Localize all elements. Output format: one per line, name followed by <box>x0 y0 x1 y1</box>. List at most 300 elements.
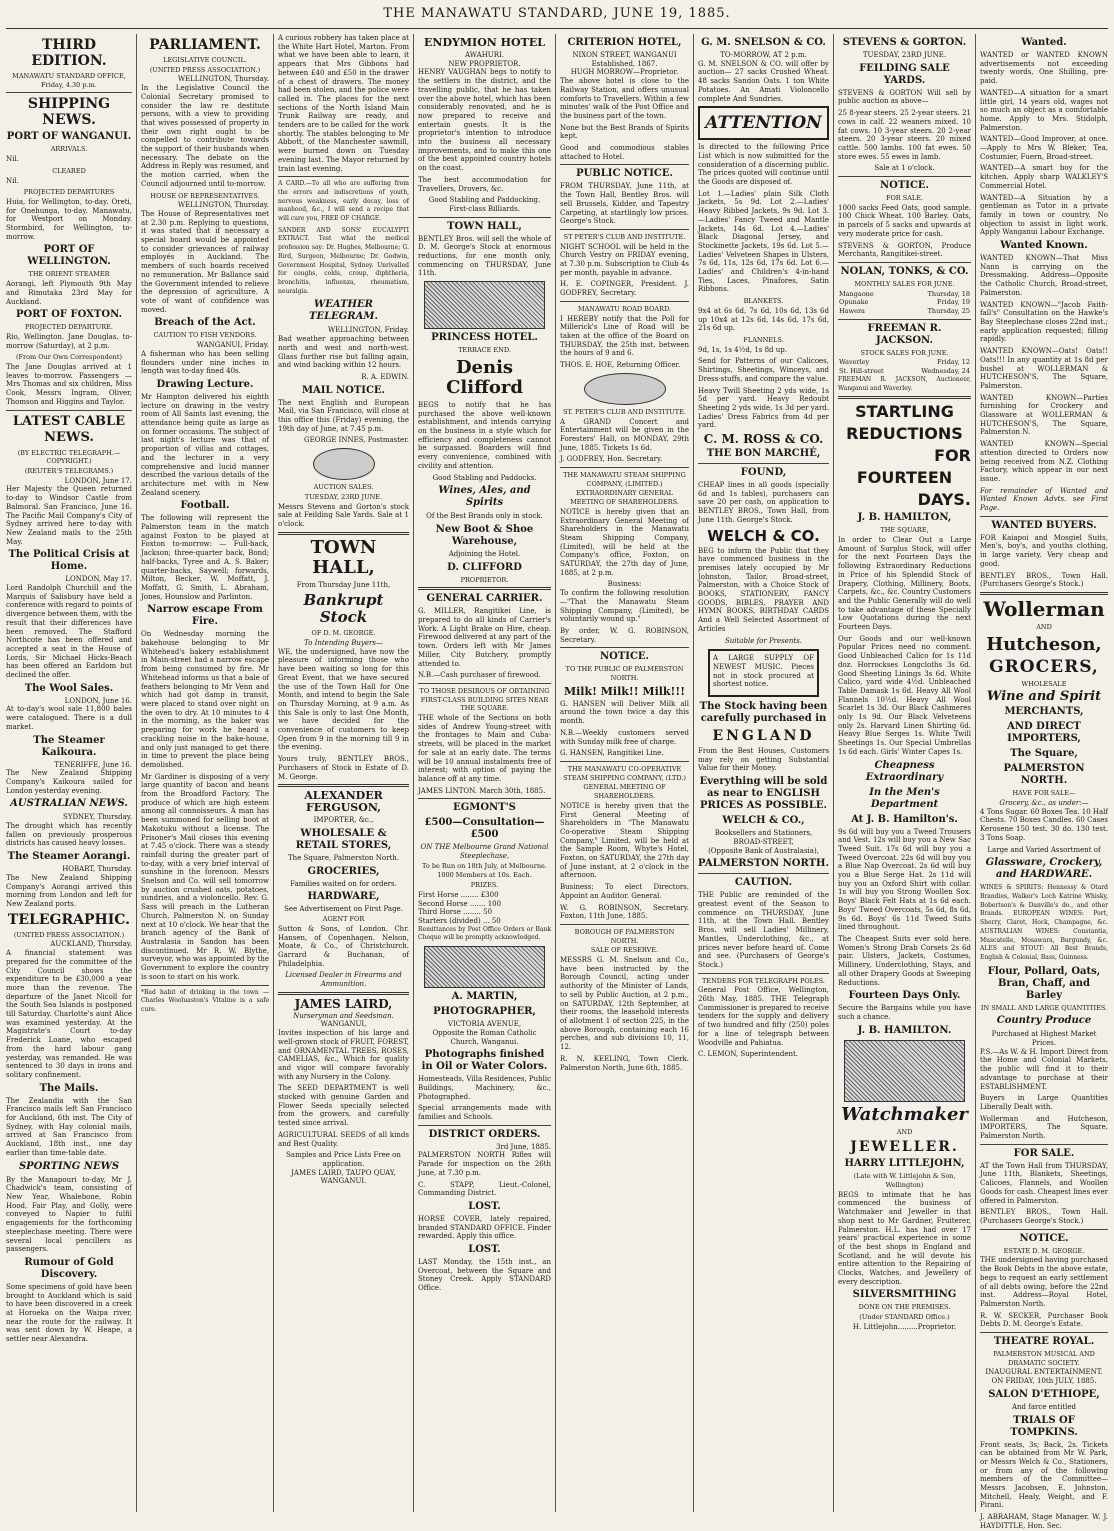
for-sale-signature: BENTLEY BROS., Town Hall. (Purchasers George's Stock.) <box>980 1208 1108 1225</box>
quantities-line: IN SMALL AND LARGE QUANTITIES. <box>980 1003 1108 1012</box>
welch-heading: WELCH & CO. <box>707 526 820 545</box>
caution-heading: CAUTION. <box>734 877 793 889</box>
at-hamilton-line: At J. B. Hamilton's. <box>851 813 958 825</box>
endymion-text: HENRY VAUGHAN begs to notify to the settlers in the district, and the travelling public, that he has taken over the above hotel, which has been considerably renovated, and he is now prepared to receive and entertain guests. It is the proprietor's intention to introduce into the business all necessary improvements, and to make this one of the best appointed country hotels on the coast. <box>418 68 551 173</box>
place-cell: Waverley <box>839 358 870 367</box>
stock-list: 25 8-year steers. 25 2-year steers. 21 cows in calf. 22 weaners mixed. 10 fat cows. 10 3-year steers. 20 2-year steers. 20 3-year steers. 20 mixed cattle. 500 lambs. 100 fat ewes. 50 store ewes. 55 ewes in lamb. <box>838 109 971 161</box>
card-advert: A CARD.—To all who are suffering from the errors and indiscretions of youth, nervous weakness, early decay, loss of manhood, &c., I will send a recipe that will cure you, FREE OF CHARGE. <box>278 180 409 223</box>
booksellers-line: Booksellers and Stationers, <box>714 829 813 838</box>
lost-heading: LOST. <box>468 1200 501 1212</box>
music-text: A LARGE SUPPLY OF NEWEST MUSIC. Pieces not in stock procured at shortest notice. <box>713 654 814 689</box>
purchased-line: Purchased at Highest Market Prices. <box>991 1030 1097 1048</box>
bankrupt-of: OF D. M. GEORGE. <box>311 629 376 638</box>
english-prices-line: Everything will be sold as near to ENGLISH PRICES AS POSSIBLE. <box>699 776 828 812</box>
opposite-line: (Opposite Bank of Australasia), <box>708 846 819 855</box>
photographer-line: PHOTOGRAPHER, <box>433 1006 536 1018</box>
projected-heading: PROJECTED DEPARTURES <box>23 188 115 197</box>
watchmaker-heading: Watchmaker <box>841 1103 968 1125</box>
endymion-heading: ENDYMION HOTEL <box>424 36 545 49</box>
have-for-sale-line: HAVE FOR SALE— <box>1012 789 1076 798</box>
littlejohn-heading: HARRY LITTLEJOHN, <box>844 1158 965 1170</box>
reuters-line: (REUTER'S TELEGRAMS.) <box>24 466 114 475</box>
wanted-known-item: WANTED KNOWN—Special attention directed to Orders now being received from N.Z. Clothing Factory, which appear in our next issue. <box>980 440 1108 483</box>
mens-list: 9s 6d will buy you a Tweed Trousers and Vest. 12s will buy you a New Sac Tweed Suit. 17s 6d will buy you a Tweed Overcoat. 22s 6d will buy you a Blue Nap Overcoat. 2s 6d will buy you a Blue Serge Hat. 2s 11d will buy you an Oxford Shirt with collar. 1s will buy you Strong Woollen Sox. Boys' Black Felt Hats at 1s 6d each. Boys' Tweed Overcoats, 5s 6d, 8s 6d, 9s 6d. Boys' 6s 11d Tweed Suits lined throughout. <box>838 827 971 932</box>
grocery-line: Grocery, &c., as under:— <box>999 799 1089 808</box>
and-line: AND <box>896 1127 913 1136</box>
ferguson-heading: ALEXANDER FERGUSON, <box>304 789 383 815</box>
seal-icon <box>313 448 375 480</box>
tenders-text: General Post Office, Wellington, 26th May, 1885. THE Telegraph Commissioner is prepared to receive tenders for the supply and delivery of two hundred and fifty (250) poles for a line of telegraph between Woodville and Pahiatua. <box>698 986 829 1047</box>
wh-signature: Wollerman and Hutcheson, IMPORTERS, The Square, Palmerston North. <box>980 1114 1108 1141</box>
mail-notice-heading: MAIL NOTICE. <box>301 384 386 396</box>
port-foxton-heading: PORT OF FOXTON. <box>15 309 123 321</box>
day-cell: Friday, 12 <box>937 358 970 367</box>
merchants-line: MERCHANTS, <box>1004 706 1084 718</box>
bentley-signature: BENTLEY BROS., Town Hall. (Purchasers George's Stock.) <box>980 571 1108 589</box>
wanted-buyers-heading: WANTED BUYERS. <box>991 519 1097 531</box>
dateline: LONDON, June 17. <box>64 476 132 485</box>
district-signature: C. STAPP, Lieut.-Colonel, Commanding District. <box>418 1180 551 1198</box>
place-cell: Mangaone <box>839 289 874 298</box>
projected-departure-heading: PROJECTED DEPARTURE. <box>24 323 113 332</box>
snelson-heading: G. M. SNELSON & CO. <box>701 37 826 48</box>
milk-nb: N.B.—Weekly customers served with Sunday milk free of charge. <box>560 728 689 746</box>
secure-text: Secure the Bargains while you have such a chance. <box>838 1004 971 1021</box>
sporting-text: By the Manapouri to-day, Mr J. Chadwick's team, consisting of New Year, Whalebone, Robin Hood, Fair Play, and Golly, were conveyed to Napier to fulfil engagements for the forthcoming steeplechase meeting. There were several local pencillers as passengers. <box>6 1175 132 1254</box>
prizes-heading: PRIZES. <box>470 881 499 890</box>
salon-heading: SALON D'ETHIOPE, <box>988 1388 1100 1400</box>
wines-line: Wines, Ales, and Spirits <box>438 485 531 509</box>
stabling-line: Good Stabling and Paddocks. <box>432 473 537 482</box>
press-line: (UNITED PRESS ASSOCIATION.) <box>13 930 125 939</box>
glassware-heading: Glassware, Crockery, and HARDWARE. <box>985 857 1103 881</box>
breach-text: A fisherman who has been selling flounders under nine inches in length was to-day fined 40s. <box>141 349 269 376</box>
bon-marche-heading: THE BON MARCHÉ, <box>706 448 821 460</box>
feilding-heading: FEILDING SALE YARDS. <box>859 62 950 86</box>
opposite-line: Opposite the Roman Catholic Church, Wanganui. <box>432 1028 537 1046</box>
importer-line: IMPORTER, &c., <box>313 816 374 825</box>
laird-signature: JAMES LAIRD, TAUPO QUAY, WANGANUI. <box>291 1168 396 1186</box>
seed-text: The SEED DEPARTMENT is well stocked with genuine Garden and Flower Seeds specially selected from the growers, and carefully tested since arrival. <box>278 1084 409 1128</box>
st-peters-heading-2: ST. PETER'S CLUB AND INSTITUTE. <box>563 407 686 416</box>
blankets-text: 9x4 at 6s 6d, 7s 6d, 10s 6d, 13s 6d up 10x4 at 12s 6d, 14s 6d, 17s 6d, 21s 6d up. <box>698 306 829 333</box>
townhall-date: From Thursday June 11th, <box>296 580 391 589</box>
theatre-heading: THEATRE ROYAL. <box>993 1336 1095 1348</box>
welch-signature: WELCH & CO., <box>722 815 805 827</box>
town-line: AWAHURI. <box>465 51 504 59</box>
table-row <box>838 307 971 316</box>
sporting-heading: SPORTING NEWS <box>18 1160 120 1172</box>
presents-line: Suitable for Presents. <box>724 636 803 645</box>
endymion-text-2: The best accommodation for Travellers, Drovers, &c. <box>418 175 551 193</box>
public-notice-text: FROM THURSDAY, June 11th, at the Town Hall, Bentley Bros. will sell Brussels, Kidder, and Tapestry Carpeting, at startlingly low prices. George's Stock. <box>560 182 689 226</box>
assortment-line: Large and Varied Assortment of <box>987 845 1101 854</box>
wanted-known-heading: Wanted Known. <box>1000 240 1088 252</box>
mails-text: The Zealandia with the San Francisco mails left San Francisco for Auckland, 6th inst. The City of Sydney, with Hay colonial mails, arrived at San Francisco from Auckland, 18th inst., one day earlier than time-table date. <box>6 1096 132 1157</box>
sale-date: TUESDAY, 23RD JUNE. <box>862 51 947 59</box>
under-line: (Under STANDARD Office.) <box>859 1313 950 1322</box>
clifford-heading: Denis Clifford <box>446 356 523 398</box>
steam-signature: By order, W. G. ROBINSON, Secretary. <box>560 626 689 644</box>
criterion-text: The above hotel is close to the Railway Station, and offers unusual comforts to Travellers. Within a few minutes' walk of the Post Office and the business part of the town. <box>560 77 689 120</box>
licensed-line: Licensed Dealer in Firearms and Ammunition. <box>285 971 402 989</box>
jeweller-heading: JEWELLER. <box>850 1139 959 1156</box>
adjoining-line: Adjoining the Hotel. <box>448 549 521 558</box>
column-1 <box>6 34 132 1514</box>
wholesale-line: WHOLESALE & RETAIL STORES, <box>295 828 392 851</box>
sale-time: Sale at 1 o'clock. <box>874 164 935 173</box>
caution-text: THE Public are reminded of the greatest event of the Season to commence on THURSDAY, June 11th, at the Town Hall. Bentley Bros. will sell Ladies' Millinery, Mantles, Underclothing, &c., at prices never before heard of. Come and see. (Purchasers of George's Stock.) <box>698 891 829 969</box>
agent-heading: AGENT FOR <box>322 915 365 924</box>
weather-text: Bad weather approaching between north and west and north-west. Glass further rise but falling again, and wind backing within 12 hours. <box>278 335 409 370</box>
freeman-sales-table <box>838 358 971 375</box>
signature: GEORGE INNES, Postmaster. <box>304 436 409 445</box>
monthly-heading: MONTHLY SALES FOR JUNE. <box>854 279 955 288</box>
theatre-text: Front seats, 3s; Back, 2s. Tickets can be obtained from Mr W. Park, or Messrs Welch & Co., Stationers, or from any of the following members of the Committee—Messrs Jacobsen, E. Johnston, Mitchell, Healy, Weight, and F. Pirani. <box>980 1440 1108 1510</box>
clock-engraving-icon <box>844 1040 965 1102</box>
wool-heading: The Wool Sales. <box>24 682 114 694</box>
found-heading: FOUND, <box>740 467 787 479</box>
misc-text: Mr Gardiner is disposing of a very large quantity of bacon and beans from the Broadford Factory. The produce of which are high esteem among all connoisseurs. A man has been summoned for selling boot at Makotuku without a license. The Prisoner's Mail closes this evening at 7.45 o'clock. There was a steady rainfall during the greater part of to-day, with a very brief interval of sunshine in the forenoon. Messrs Snelson and Co. will sell tomorrow by auction crushed oats, potatoes, sundries, and a violoncello. Rev. G. Sass will preach in the Lutheran Church, Palmerston N. on Sunday next at 10 o'clock. We hear that the branch agency of the Bank of Australasia in Sandon has been discontinued. Mr R. W. Blythe, surveyor, who was appointed by the Government to explore the country is soon to start on his work. <box>141 772 269 981</box>
mails-heading: The Mails. <box>39 1082 99 1094</box>
snelson-text: G. M. SNELSON & CO. will offer by auction— 27 sacks Crushed Wheat. 48 sacks Sandon Oats. 1 ton White Potatoes. An Amati Violoncello complete And Sundries. <box>698 59 829 103</box>
wanted-heading: Wanted. <box>1021 37 1067 48</box>
public-line: TO THE PUBLIC OF PALMERSTON NORTH. <box>565 665 684 683</box>
agri-text: AGRICULTURAL SEEDS of all kinds and Best Quality. <box>278 1130 409 1148</box>
nolan-sales-table <box>838 290 971 316</box>
dateline: WANGANUI, Friday. <box>196 341 269 350</box>
wine-spirit-heading: Wine and Spirit <box>986 689 1102 705</box>
column-divider <box>136 34 137 1512</box>
run-line: To be Run on 18th July, at Melbourne. <box>422 861 547 870</box>
proprietor-line: HUGH MORROW—Proprietor. <box>570 68 679 77</box>
late-line: (Late with W. Littlejohn & Son, Wellington) <box>853 1172 956 1190</box>
steam-text: NOTICE is hereby given that an Extraordinary General Meeting of Shareholders in the Manawatu Steam Shipping Company, (Limited), will be held at the Company's office, Foxton, on SATURDAY, the 27th day of June, 1885, at 2 p.m. <box>560 507 689 577</box>
tenders-heading: TENDERS FOR TELEGRAPH POLES. <box>701 976 826 985</box>
building-sites-text: THE whole of the Sections on both sides of Andrew Young-street with the frontages to Main and Cuba-streets, will be placed in the market for sale at an early date. The terms will be 10 annual instalments free of interest; with option of paying the balance off at any time. <box>418 714 551 783</box>
column-5 <box>560 34 689 1514</box>
address-line: BROAD-STREET, <box>733 837 794 846</box>
copyright-line: (BY ELECTRIC TELEGRAPH.—COPYRIGHT.) <box>17 448 121 466</box>
house-text: The House of Representatives met at 2.30 p.m. Replying to questions, it was stated that if necessary a special board would be appointed to consider grievances of railway employés in Auckland. The members of such boards received no remuneration. Mr Ballance said the Government intended to relieve the depression of agriculture. A vote of want of confidence was moved. <box>141 209 269 314</box>
flour-heading: Flour, Pollard, Oats, Bran, Chaff, and Barley <box>987 965 1101 1001</box>
england-text: From the Best Houses, Customers may rely on getting Substantial Value for their Money. <box>698 747 829 773</box>
cable-text: Her Majesty the Queen returned to-day to Windsor Castle from Balmoral. San Francisco, June 16. The Pacific Mail Company's City of Sydney arrived here to-day with New Zealand mails to the 25th May. <box>6 485 132 546</box>
telegraphic-text: A financial statement was prepared for the committee of the City Council shows the expenditure to be £30,000 a year more than the revenue. The departure of the Janet Nicoll for the South Sea Islands is postponed till Saturday. Charlotte's aunt Alice was examined yesterday. At the Magistrate's Court to-day Frederick Loane, who escaped from the hard labour gang yesterday, was remanded. He was sentenced to 30 days in irons and solitary confinement. <box>6 949 132 1079</box>
coop-text: NOTICE is hereby given that the First General Meeting of Shareholders in "The Manawatu Co-operative Steam Shipping Company," Limited, will be held at the Sample Room, Whyte's Hotel, Foxton, on SATURDAY, the 27th day of June instant, at 2 o'clock in the afternoon. <box>560 801 689 880</box>
dateline: 3rd June, 1885. <box>496 1142 551 1151</box>
wanted-known-item: WANTED KNOWN—"Jacob Faith-fall's" Consultation on the Hawke's Bay Steeplechase closes 22nd inst.; early application requested; filling rapidly. <box>980 300 1108 344</box>
night-school-text: NIGHT SCHOOL will be held in the Church Vestry on FRIDAY evening, at 7.30 p.m. Subscription to Club 4s per month, payable in advance. <box>560 242 689 277</box>
and-line: AND <box>1036 622 1052 631</box>
town-line: WANGANUI, <box>320 1020 367 1029</box>
day-cell: Thursday, 18 <box>927 289 970 298</box>
third-edition-heading: THIRD EDITION. <box>31 37 107 69</box>
foxton-text: The Jane Douglas arrived at 1 leaves to-morrow. Passengers — Mrs Thomas and six children, Miss Cook, Messrs Ingram, Oliver, Thomson and Higgins and Taylor. <box>6 363 132 406</box>
agent-text: Sutton & Sons, of London. Chr. Hansen, of Copenhagen. Nelson, Moate, & Co., of Christchurch. Garrard & Buchanan, of Philadelphia. <box>278 924 409 968</box>
column-divider <box>413 34 414 1512</box>
dateline: AUCKLAND, Thursday. <box>50 940 132 949</box>
attention-heading: ATTENTION <box>705 113 822 134</box>
stevens-signature: STEVENS & GORTON, Produce Merchants, Rangitikei-street. <box>838 241 971 259</box>
fire-text: On Wednesday morning the bakehouse belonging to Mr Whitehead's bakery establishment in Main-street had a narrow escape from being consumed by fire. Mr Whitehead informs us that a bale of feathers belonging to Mr Venn and which had got damp in transit, were placed to stand over night on the oven to dry. At 10 minutes to 4 in the morning, as the baker was preparing for work he heard a crackling noise in the bake-house, and only just managed to get there in time to prevent the place being demolished. <box>141 630 269 769</box>
auction-text: Messrs Stevens and Gorton's stock sale at Feilding Sale Yards. Sale at 1 o'clock. <box>278 502 409 528</box>
prize-row: Starters (divided) ... 50 <box>418 917 501 925</box>
caution-line: CAUTION TO FISH VENDORS. <box>153 331 257 340</box>
hamilton-signature: J. B. HAMILTON. <box>857 1024 952 1036</box>
special-text: Special arrangements made with families and Schools. <box>418 1104 551 1122</box>
fourteen-days-line: Fourteen Days Only. <box>848 990 961 1002</box>
melbourne-line: ON THE Melbourne Grand National Steeplechase, <box>420 843 549 861</box>
road-board-signature: THOS. E. HOE, Returning Officer. <box>560 361 681 370</box>
column-divider <box>555 34 556 1512</box>
england-heading: ENGLAND <box>712 728 815 745</box>
dateline: WELLINGTON, Thursday. <box>177 201 269 210</box>
kaikoura-heading: The Steamer Kaikoura. <box>33 734 105 758</box>
wanted-item: WANTED—A situation for a smart little girl, 14 years old, wages not so much an object as a comfortable home. Apply to Mrs. Stidolph, Palmerston. <box>980 88 1108 132</box>
ross-heading: C. M. ROSS & CO. <box>703 432 824 447</box>
column-7 <box>838 34 971 1514</box>
reductions-heading: REDUCTIONS <box>846 424 963 444</box>
photo-text: Homesteads, Villa Residences, Public Buildings, Machinery, &c., Photographed. <box>418 1075 551 1101</box>
carrier-nb: N.B.—Cash purchaser of firewood. <box>418 671 541 680</box>
st-peters-signature: H. E. COPINGER, President. J. GODFREY, Secretary. <box>560 280 689 298</box>
column-6 <box>698 34 829 1514</box>
lost-text: HORSE COVER, lately repaired, branded STANDARD OFFICE. Finder rewarded. Apply this office. <box>418 1214 551 1241</box>
dateline: HOBART, Thursday. <box>62 865 132 874</box>
place-cell: Hawera <box>839 307 865 316</box>
dateline: WELLINGTON, Friday. <box>328 326 409 335</box>
wines-list: WINES & SPIRITS: Hennessy & Otard Brandies, Walker's Loch Katrine Whisky, Bobertson's & Danville's do., and other Brands. EUROPEAN WINES: Port, Sherry, Claret, Hock, Champagne, &c. AUSTRALIAN WINES: Constantia, Muscatelle, Mosawara, Burgundy, &c. ALES and STOUT: All Best Brands, English & Colonial, Bass, Guinness. <box>980 884 1108 961</box>
hardware-line: HARDWARE, <box>307 891 380 903</box>
steam-shipping-heading: THE MANAWATU STEAM SHIPPING COMPANY, (LIMITED.) <box>563 471 686 488</box>
lost-text-2: LAST Monday, the 15th inst., an Overcoat, between the Square and Stoney Creek. Apply STANDARD Office. <box>418 1258 551 1293</box>
milk-signature: G. HANSEN, Rangitikei Line. <box>560 749 664 758</box>
day-cell: Friday, 19 <box>937 298 970 307</box>
estate-text: THE undersigned having purchased the Book Debts in the above estate, begs to request an early settlement of all debts owing, before the 22nd inst. Address—Royal Hotel, Palmerston North. <box>980 1256 1109 1308</box>
st-peters-heading: ST PETER'S CLUB AND INSTITUTE. <box>563 232 686 241</box>
masthead-rule <box>6 28 1108 29</box>
table-row <box>838 367 971 376</box>
port-wellington-heading: PORT OF WELLINGTON. <box>27 244 111 268</box>
place-cell: St. Hill-street <box>839 367 884 376</box>
coop-signature: W. G. ROBINSON, Secretary. Foxton, 11th June, 1885. <box>560 903 689 921</box>
cheapness-heading: Cheapness Extraordinary <box>865 759 944 783</box>
notice-heading: NOTICE. <box>599 651 650 663</box>
wanted-buyers-text: FOR Kaiapoi and Mosgiel Suits, Men's, boy's, and youths clothing, in large variety. Very cheap and good. <box>980 533 1108 568</box>
wool-text: At to-day's wool sale 11,800 bales were catalogued. There is a dull market. <box>6 705 132 731</box>
dateline: LONDON, May 17. <box>65 575 132 584</box>
milk-heading: Milk! Milk!! Milk!!! <box>563 684 686 698</box>
meeting-heading: GENERAL MEETING OF SHAREHOLDERS. <box>583 783 666 801</box>
address-line: The Square, Palmerston North. <box>288 854 399 862</box>
wanted-item: WANTED—Good Improver, at once.—Apply to Mrs W. Bleker, Tea, Costumier, Fuern, Broad-street. <box>980 135 1108 161</box>
stables-text: Good and commodious stables attached to Hotel. <box>560 144 689 161</box>
column-8 <box>980 34 1109 1530</box>
estate-heading: ESTATE D. M. GEORGE. <box>1003 1246 1085 1255</box>
days-heading: DAYS. <box>917 490 971 510</box>
laird-heading: JAMES LAIRD, <box>294 996 393 1011</box>
buyers-text: Buyers in Large Quantities Liberally Dealt with. <box>980 1094 1108 1111</box>
orient-text: Aorangi, left Plymouth 9th May and Rimutaka 23rd May for Auckland. <box>6 280 132 306</box>
port-heading: PORT OF WANGANUI. <box>6 131 132 143</box>
robbery-text: A curious robbery has taken place at the White Hart Hotel, Marton. From what we have been able to learn, it appears that Mrs Gibbons had between £40 and £50 in the drawer of a chest of drawers. The money had been stolen, and the police were called in. The places for the next sections of the North Island Main Trunk Railway are ready, and tenders are to be called for the work shortly. The stables belonging to Mr Abbott, of the Manchester sawmill, were burned down on Tuesday evening last. The Mayor returned by train last evening. <box>278 34 410 173</box>
bankrupt-signature: Yours truly, BENTLEY BROS., Purchasers of Stock in Estate of D. M. George. <box>278 755 409 781</box>
orient-heading: THE ORIENT STEAMER <box>28 270 110 279</box>
aorangi-heading: The Steamer Aorangi. <box>7 851 131 863</box>
silversmithing-heading: SILVERSMITHING <box>852 1289 957 1301</box>
meeting-heading: EXTRAORDINARY GENERAL MEETING OF SHAREHOLDERS. <box>570 489 679 507</box>
notice-heading: NOTICE. <box>1019 1232 1069 1244</box>
footnote: *Bad habit of drinking in the town — Charles Wooluaston's Vitaline is a safe cure. <box>141 988 269 1013</box>
consultation-line: £500—Consultation—£500 <box>424 817 545 841</box>
premises-line: DONE ON THE PREMISES. <box>858 1303 951 1312</box>
grocery-list: 4 Tons Sugar. 60 Boxes Tea. 10 Half Chests. 70 Boxes Candles. 60 Cases Kerosene 150 test. 30 do. 130 test. 3 Tons Soap. <box>980 807 1108 842</box>
carrier-text: G. MILLER, Rangitikei Line, is prepared to do all kinds of Carrier's Work. A Light Brake on Hire, cheap. Firewood delivered at any part of the town. Orders left with Mr James Miller, City Butchery, promptly attended to. <box>418 607 551 668</box>
address-line: VICTORIA AVENUE, <box>447 1020 522 1029</box>
attention-list: Lot 1.—Ladies' plain Silk Cloth Jackets, 5s 9d. Lot 2.—Ladies' Heavy Ribbed Jackets, 9s 9d. Lot 3.—Ladies' Fancy Tweed and Mantle Jackets, 14s 6d. Lot 4.—Ladies' Black Diagonal Jersey, and Stockinette Jackets, 19s 6d. Lot 5.—Ladies' Velveteen Shapes in Ulsters, 7s 6d, 11s, 12s 6d, 17s 6d. Lot 6.—Ladies' and Children's 4-in-hand Ties, Laces, Pinafores, Satin Ribbons. <box>698 189 829 294</box>
town-line: PALMERSTON NORTH. <box>698 858 829 870</box>
bankrupt-text: WE, the undersigned, have now the pleasure of informing those who have been waiting so long for this Great Event, that we have secured the use of the Town Hall for One Month, and intend to begin the Sale on Thursday Morning, at 9 a.m. As this Sale is only to last One Month, we have decided for the convenience of customers to keep Open from 9 in the morning till 9 in the evening. <box>278 647 409 752</box>
dateline: WELLINGTON, Thursday. <box>177 75 269 84</box>
reserve-heading: SALE OF RESERVE. <box>590 946 659 955</box>
littlejohn-text: BEGS to intimate that he has commenced the business of Watchmaker and Jeweller in that shop next to Mr Gardner, Fruiterer, Palmerston. H.L. has had over 17 years' practical experience in some of the best shops in England and Scotland, and he will devote his entire attention to the Repairing of Clocks, Watches, and Jewellery of every description. <box>838 1190 971 1286</box>
clifford-signature: D. CLIFFORD <box>447 561 522 573</box>
groceries-line: GROCERIES, <box>307 865 380 877</box>
fire-heading: Narrow escape From Fire. <box>147 604 263 628</box>
prize-row: First Horse ........ £300 <box>418 890 499 899</box>
wholesale-line: WHOLESALE <box>1021 679 1067 688</box>
district-heading: DISTRICT ORDERS. <box>428 1128 541 1140</box>
nolan-heading: NOLAN, TONKS, & CO. <box>840 265 969 277</box>
auction-heading: AUCTION SALES. <box>313 483 374 492</box>
ps-text: P.S.—As W. & H. Import Direct from the Home and Colonial Markets, the public will find it to their advantage to purchase at their ESTABLISHMENT. <box>980 1047 1108 1091</box>
proprietor-line: NEW PROPRIETOR. <box>448 59 521 68</box>
crisis-text: Lord Randolph Churchill and the Marquis of Salisbury have held a conference with regard to points of divergence between them, with the result that their differences have been removed. The Stafford Northcote has been offered and accepted a seat in the House of Lords, Sir Michael Hicks-Beach has been offered an Earldom but declined the offer. <box>6 584 132 680</box>
square-line: THE SQUARE, <box>880 526 929 535</box>
milk-text: G. HANSEN will Deliver Milk all around the town twice a day this month. <box>560 699 689 726</box>
nursery-line: Nurseryman and Seedsman. <box>293 1011 394 1020</box>
cleared-text: Nil. <box>6 176 19 185</box>
borough-text: MESSRS G. M. Snelson and Co., have been instructed by the Borough Council, acting under authority of the Minister of Lands, to sell by Public Auction, at 2 p.m., on SATURDAY, 12th September, at their rooms, the leasehold interests of allotment 1 of section 225, in the above Borough, containing each 16 perches, and sub divisions 10, 11, 12. <box>560 956 689 1052</box>
found-text: CHEAP lines in all goods (specially 6d and 1s tables), purchasers can save 20 per cash, on application to BENTLEY BROS., Town Hall, from June 11th. George's Stock. <box>698 481 829 524</box>
town-hall-text: BENTLEY Bros. will sell the whole of D. M. George's Stock at enormous reductions, for one month only, commencing on THURSDAY, June 11th. <box>418 234 551 278</box>
column-4 <box>418 34 551 1514</box>
welch-text: BEG to inform the Public that they have commenced business in the premises lately occupied by Mr Johnston, Tailor, Broad-street, Palmerston, with a Choice Stock of BOOKS, STATIONERY, FANCY GOODS, BIBLES, PRAYER AND HYMN BOOKS, BIRTHDAY CARDS And a Well Selected Assortment of Articles <box>698 546 829 633</box>
shipping-heading: SHIPPING NEWS. <box>27 96 111 129</box>
coop-business: Business: To elect Directors. Appoint an Auditor. General. <box>560 883 689 900</box>
startling-heading: STARTLING <box>855 402 954 422</box>
telegraphic-heading: TELEGRAPHIC. <box>7 911 131 928</box>
remainder-note: For remainder of Wanted and Wanted Known Advts. see First Page. <box>980 486 1108 513</box>
intending-line: To Intending Buyers— <box>304 639 383 648</box>
wanted-item: WANTED—A Situation by a gentleman as Tutor in a private family in town or country. No objection to assist in light work. Apply Wanganui Labour Exchange. <box>980 193 1108 237</box>
column-divider <box>273 34 274 1512</box>
samples-line: Samples and Price Lists Free on application. <box>286 1151 401 1168</box>
for-sale-text: 1000 sacks Feed Oats, good sample. 100 Chick Wheat. 100 Barley. Oats, in parcels of 5 sacks and upwards at very moderate price for cash. <box>838 203 971 238</box>
table-row <box>838 358 971 367</box>
column-divider <box>975 34 976 1512</box>
boot-line: New Boot & Shoe Warehouse, <box>435 523 534 547</box>
cleared-heading: CLEARED <box>52 166 86 175</box>
importers-line: AND DIRECT IMPORTERS, <box>1007 721 1081 745</box>
photos-line: Photographs finished in Oil or Water Colors. <box>421 1049 548 1073</box>
for-sale-heading: FOR SALE. <box>885 194 924 203</box>
blankets-heading: BLANKETS. <box>743 297 784 306</box>
notice-heading: NOTICE. <box>879 180 930 192</box>
road-board-text: I HEREBY notify that the Poll for Millerick's Line of Road will be taken at the office of the Board on THURSDAY, the 25th inst. between the hours of 9 and 6. <box>560 314 689 358</box>
column-2 <box>141 34 269 1514</box>
members-line: 1000 Members at 10s. Each. <box>437 871 532 880</box>
proprietor-line: PROPRIETOR. <box>460 575 509 584</box>
farce-line: And farce entitled <box>1011 1402 1077 1411</box>
stock-sales-heading: STOCK SALES FOR JUNE. <box>860 348 949 357</box>
patterns-text: Send for Patterns of our Calicoes, Shirtings, Sheetings, Winceys, and Dress-stuffs, and compare the value. <box>698 357 829 383</box>
trials-heading: TRIALS OF TOMPKINS. <box>1010 1414 1078 1438</box>
stabling-line: Good Stabling and Paddocking. <box>428 196 541 205</box>
prize-row: Second Horse ....... 100 <box>418 899 502 908</box>
concert-signature: J. GODFREY, Hon. Secretary. <box>560 455 663 464</box>
town-hall-heading: TOWN HALL, <box>310 536 377 578</box>
flannels-heading: FLANNELS. <box>743 335 784 344</box>
dateline: MANAWATU STANDARD OFFICE, Friday, 4.30 p.m. <box>12 72 126 89</box>
square-line: The Square, <box>1010 748 1078 760</box>
egmont-heading: EGMONT'S <box>453 802 516 814</box>
fourteen-heading: FOURTEEN <box>856 468 953 488</box>
sander-advert: SANDER AND SONS' EUCALYPTI EXTRACT. Test what the medical profession say: Dr. Hughes, Melbourne; G. Bird, Surgeon, Melbourne; Dr. Godwin, Government Hospital, Sydney. Unrivalled for coughs, colds, croup, diphtheria, bronchitis, influenza, rheumatism, neuralgia. <box>278 226 409 295</box>
carrier-heading: GENERAL CARRIER. <box>426 593 543 605</box>
wollerman-heading: Wollerman <box>983 596 1105 621</box>
brands-text: None but the Best Brands of Spirits kept. <box>560 123 689 141</box>
press-line: (UNITED PRESS ASSOCIATION.) <box>149 65 261 74</box>
borough-heading: BOROUGH OF PALMERSTON NORTH. <box>574 927 675 945</box>
brands-line: Of the Best Brands only in stock. <box>426 512 543 521</box>
town-line: PALMERSTON NORTH. <box>1003 763 1085 787</box>
wanted-known-item: WANTED KNOWN—That Miss Nann is carrying on the Dressmaking. Address—Opposite the Catholic Church, Broad-street, Palmerston. <box>980 254 1108 297</box>
arrivals-text: Nil. <box>6 155 19 164</box>
mens-heading: In the Men's Department <box>869 786 940 810</box>
business-heading: Business: <box>607 580 642 589</box>
dateline: SYDNEY, Thursday. <box>63 813 132 822</box>
wanted-known-item: WANTED KNOWN—Oats! Oats!! Oats!!! In any quantity at 1s 8d per bushel at WOLLERMAN & HUTCHESON'S, The Square, Palmerston. <box>980 347 1108 390</box>
road-board-heading: MANAWATU ROAD BOARD. <box>577 304 672 313</box>
building-sites-heading: TO THOSE DESIROUS OF OBTAINING FIRST-CLASS BUILDING SITES NEAR THE SQUARE. <box>419 686 550 713</box>
drawing-text: Mr Hampton delivered his eighth lecture on drawing in the vestry room of All Saints last evening, the attendance being quite as large as on former occasions. The subject of last night's lecture was that of proportion of villas and cottages, and the lecturer in a very comprehensive and lucid manner described the various details of the architecture met with in New Zealand scenery. <box>141 392 269 497</box>
estate-signature: R. W. SECKER, Purchaser Book Debts D. M. George's Estate. <box>980 1311 1108 1329</box>
martin-heading: A. MARTIN, <box>451 991 518 1003</box>
freeman-heading: FREEMAN R. JACKSON. <box>867 322 942 346</box>
breach-heading: Breach of the Act. <box>154 317 256 329</box>
public-notice-heading: PUBLIC NOTICE. <box>576 168 673 180</box>
criterion-heading: CRITERION HOTEL, <box>567 37 682 48</box>
hotel-engraving-icon <box>424 281 545 329</box>
aorangi-text: The New Zealand Shipping Company's Aorangi arrived this morning from London and left for New Zealand ports. <box>6 873 132 908</box>
town-hall-heading-2: TOWN HALL, <box>447 220 522 232</box>
for-sale-heading: FOR SALE. <box>1013 1147 1075 1159</box>
auction-date: TUESDAY, 23RD JUNE. <box>304 492 383 501</box>
building-sites-signature: JAMES LINTON. March 30th, 1885. <box>418 786 546 795</box>
drawing-heading: Drawing Lecture. <box>156 378 254 390</box>
day-cell: Wednesday, 24 <box>921 367 970 376</box>
lost-heading-2: LOST. <box>468 1244 501 1256</box>
place-cell: Opunake <box>839 298 869 307</box>
stevens-heading: STEVENS & GORTON. <box>842 37 967 48</box>
kaikoura-text: The New Zealand Shipping Company's Kaikoura sailed for London yesterday evening. <box>6 769 132 795</box>
column-divider <box>693 34 694 1512</box>
families-line: Families waited on for orders. <box>290 879 397 888</box>
hardware-note: See Advertisement on First Page. <box>284 905 403 914</box>
wanted-known-item: WANTED KNOWN—Parties furnishing for Crockery and Glassware at WOLLERMAN & HUTCHESON'S, The Square, Palmerston N. <box>980 393 1108 437</box>
